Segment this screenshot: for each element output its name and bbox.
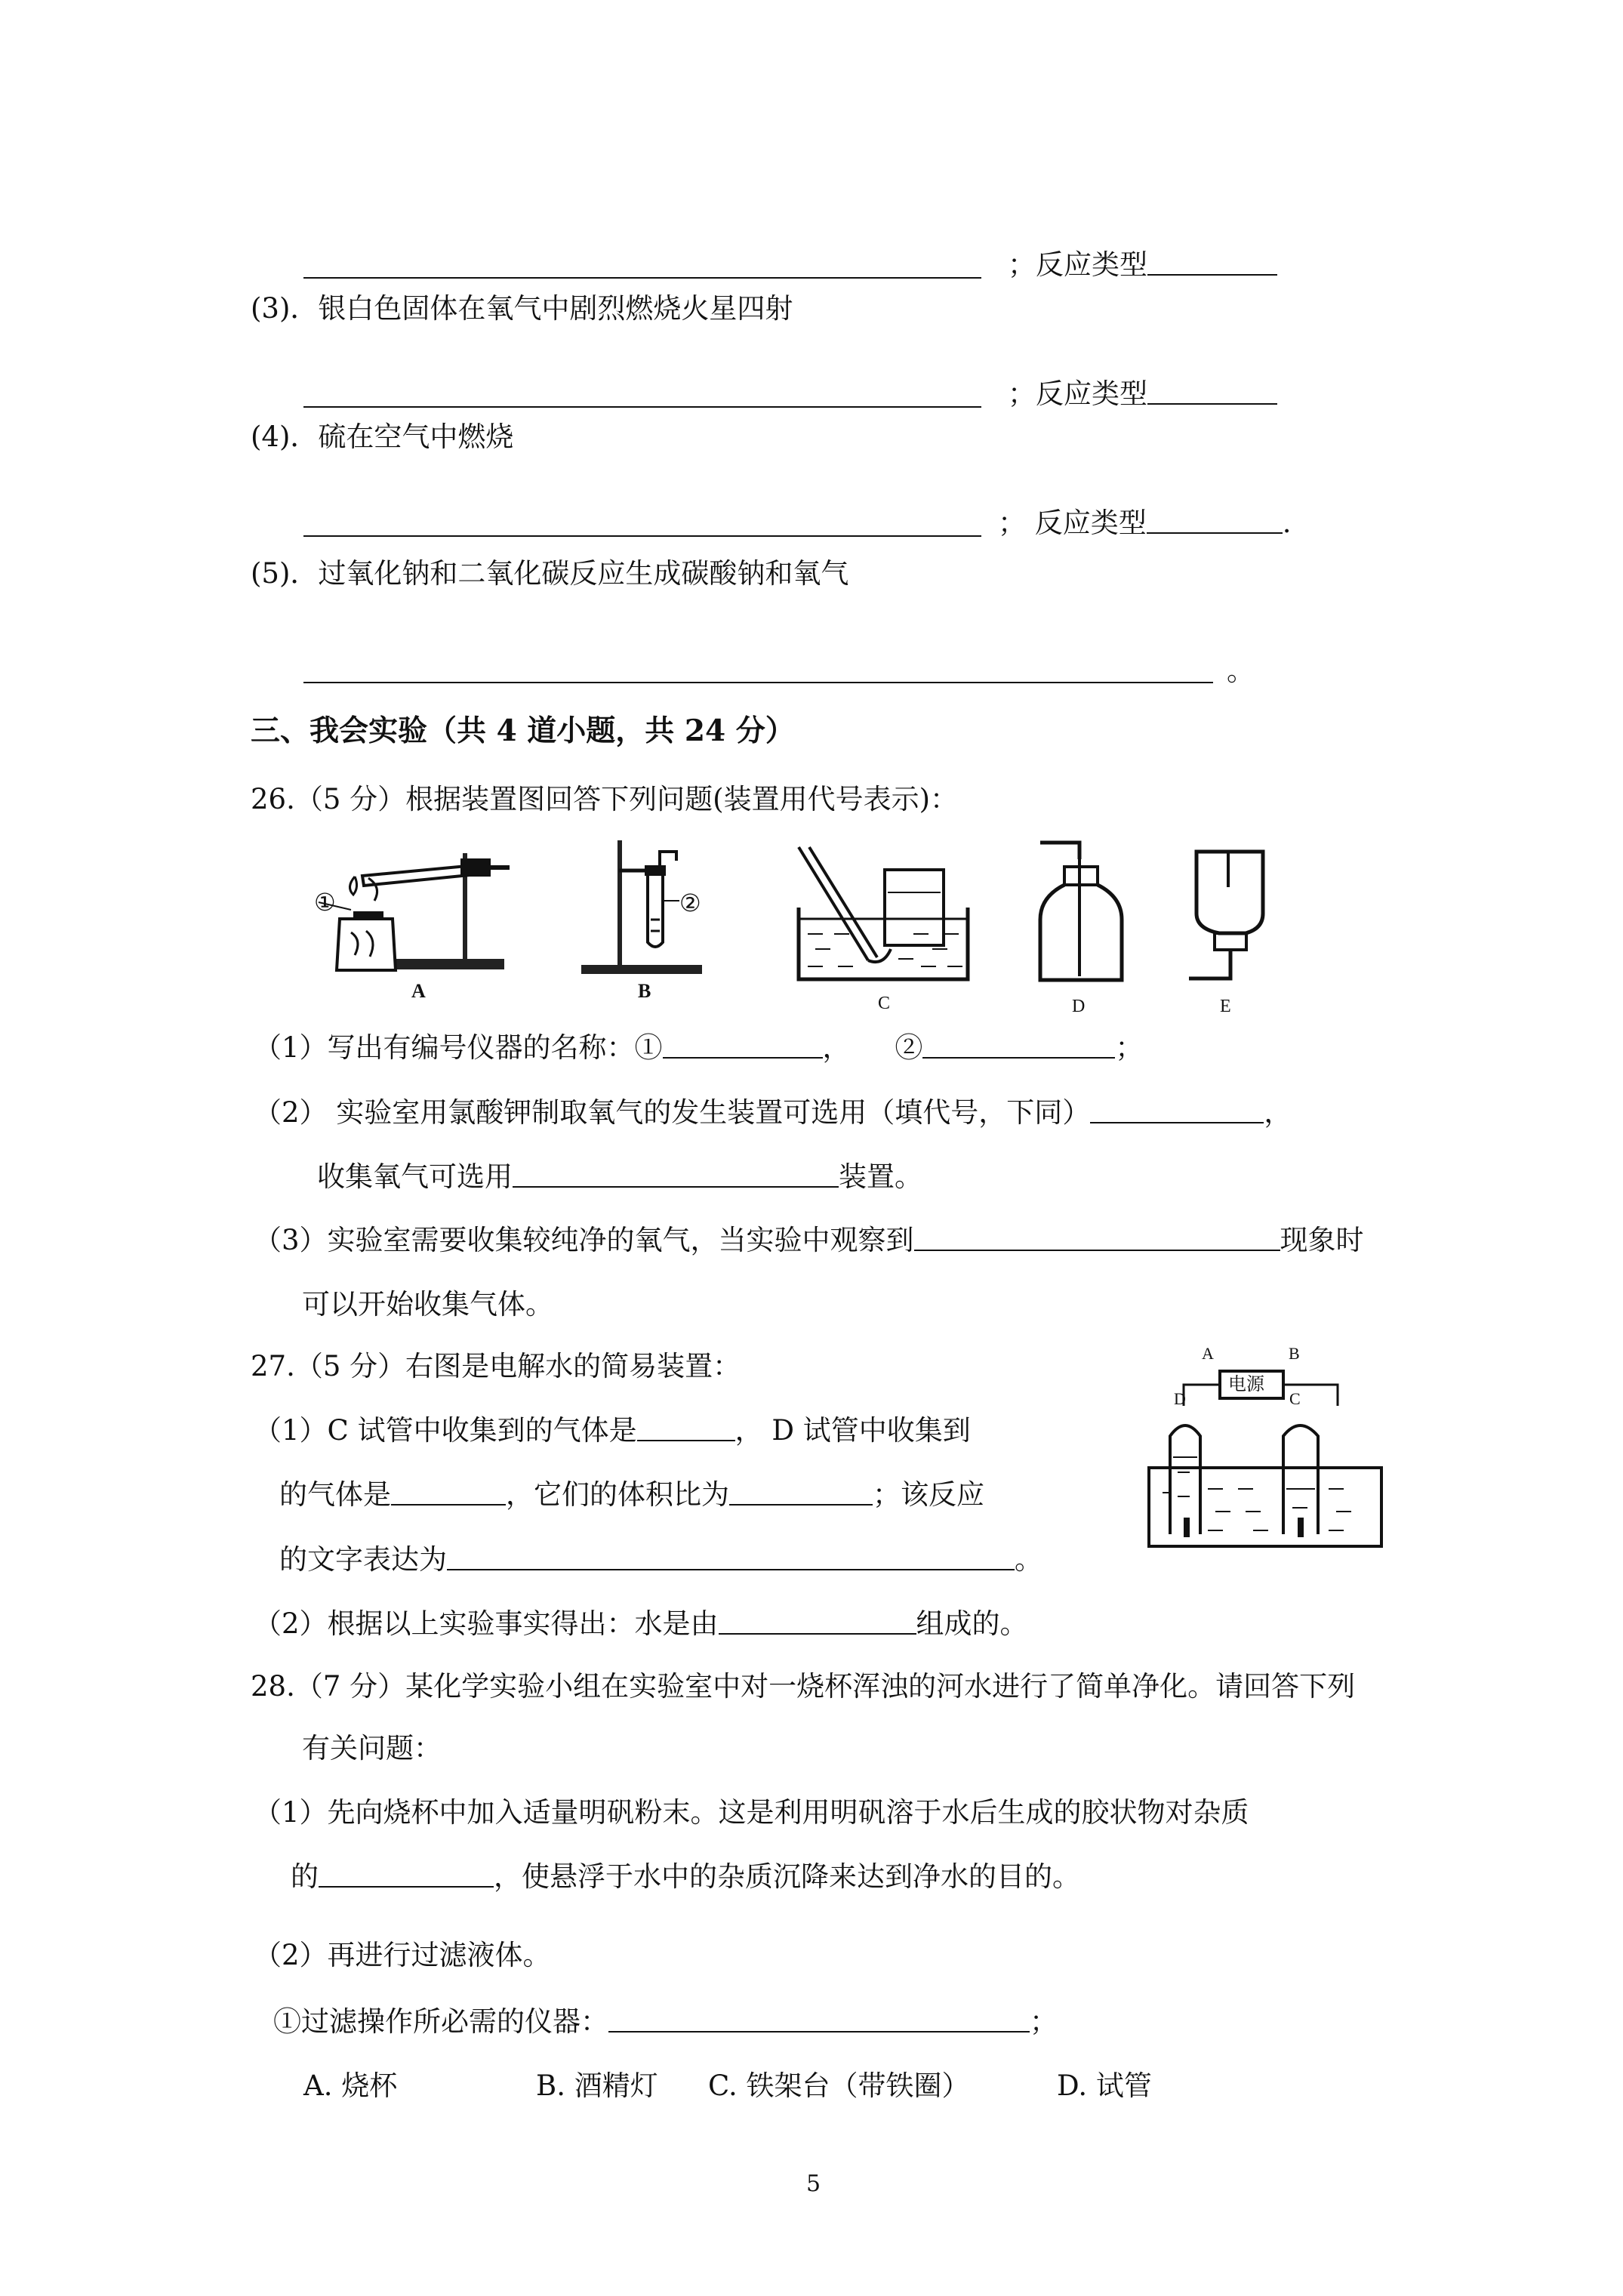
answer-blank[interactable] [729, 1478, 873, 1505]
answer-blank[interactable] [608, 2005, 1030, 2032]
figure-label-a: A [411, 980, 426, 1002]
reaction-type-row: ； 反应类型 . [998, 507, 1292, 539]
figure-label-d: D [1072, 997, 1086, 1016]
apparatus-c-figure [793, 847, 974, 994]
answer-blank[interactable] [319, 1860, 494, 1888]
answer-line[interactable] [303, 406, 981, 408]
q26-part2: （2） 实验室用氯酸钾制取氧气的发生装置可选用（填代号，下同） ， [254, 1096, 1292, 1129]
apparatus-a-figure [310, 842, 528, 996]
answer-blank[interactable] [914, 1224, 1280, 1251]
answer-blank[interactable] [1147, 507, 1283, 534]
answer-line[interactable] [303, 682, 1213, 683]
q27-part1-cont2: 的文字表达为 。 [279, 1543, 1042, 1576]
q27-part2: （2）根据以上实验事实得出：水是由 组成的。 [254, 1607, 1028, 1640]
q28-stem: 28.（7 分）某化学实验小组在实验室中对一烧杯浑浊的河水进行了简单净化。请回答下列 [251, 1670, 1356, 1703]
apparatus-e-figure [1181, 846, 1272, 1000]
q28-part1-cont: 的 ，使悬浮于水中的杂质沉降来达到净水的目的。 [291, 1860, 1080, 1893]
q27-part1-cont: 的气体是 ，它们的体积比为 ；该反应 [279, 1478, 984, 1511]
tube-label-d: D [1174, 1389, 1186, 1408]
q26-part1: （1）写出有编号仪器的名称：① ， ② ； [254, 1031, 1144, 1064]
option-c[interactable]: C. 铁架台（带铁圈） [708, 2069, 970, 2102]
figure-label-b: B [638, 980, 651, 1002]
option-d[interactable]: D. 试管 [1057, 2069, 1152, 2102]
option-b[interactable]: B. 酒精灯 [536, 2069, 658, 2102]
electrode-label-b: B [1289, 1344, 1300, 1363]
electrode-label-a: A [1202, 1344, 1214, 1363]
apparatus-d-figure [1034, 837, 1125, 991]
figure-label-c: C [878, 994, 891, 1013]
answer-line[interactable] [303, 277, 981, 279]
answer-blank[interactable] [719, 1607, 916, 1635]
figure-label-e: E [1220, 997, 1231, 1016]
q26-part2-cont: 收集氧气可选用 装置。 [317, 1160, 922, 1193]
q25-item-5: (5)．过氧化钠和二氧化碳反应生成碳酸钠和氧气 [251, 557, 849, 590]
marker-2: ② [679, 889, 701, 917]
answer-blank[interactable] [663, 1031, 823, 1059]
q27-stem: 27.（5 分）右图是电解水的简易装置： [251, 1350, 741, 1382]
answer-blank[interactable] [1090, 1096, 1264, 1123]
q26-stem: 26.（5 分）根据装置图回答下列问题(装置用代号表示)： [251, 783, 959, 815]
answer-blank[interactable] [391, 1478, 506, 1505]
answer-blank[interactable] [1147, 248, 1277, 276]
q28-part1: （1）先向烧杯中加入适量明矾粉末。这是利用明矾溶于水后生成的胶状物对杂质 [254, 1796, 1249, 1829]
tube-label-c: C [1289, 1389, 1301, 1408]
answer-blank[interactable] [922, 1031, 1115, 1059]
page-number: 5 [806, 2171, 821, 2197]
period: 。 [1227, 655, 1255, 687]
q25-item-4: (4)．硫在空气中燃烧 [251, 421, 514, 453]
q28-part2: （2）再进行过滤液体。 [254, 1939, 551, 1971]
answer-blank[interactable] [447, 1543, 1015, 1570]
q28-part2-i: ①过滤操作所必需的仪器： ； [273, 2005, 1058, 2038]
reaction-type-row: ；反应类型 [1008, 248, 1277, 282]
q26-part3-cont: 可以开始收集气体。 [302, 1288, 553, 1321]
answer-line[interactable] [303, 535, 981, 537]
q28-stem-cont: 有关问题： [302, 1732, 442, 1764]
option-a[interactable]: A. 烧杯 [303, 2069, 398, 2102]
electrolysis-figure [1147, 1345, 1389, 1575]
q25-item-3: (3)．银白色固体在氧气中剧烈燃烧火星四射 [251, 292, 793, 325]
answer-blank[interactable] [1147, 378, 1277, 405]
marker-1: ① [314, 888, 336, 917]
answer-blank[interactable] [637, 1414, 735, 1441]
reaction-type-row: ；反应类型 [1008, 377, 1277, 411]
apparatus-b-figure [581, 837, 732, 991]
q27-part1: （1）C 试管中收集到的气体是 ， D 试管中收集到 [254, 1414, 971, 1447]
power-supply-label: 电源 [1228, 1373, 1264, 1395]
section-heading: 三、我会实验（共 4 道小题，共 24 分） [251, 713, 795, 748]
q26-part3: （3）实验室需要收集较纯净的氧气，当实验中观察到 现象时 [254, 1224, 1364, 1256]
answer-blank[interactable] [513, 1160, 839, 1188]
